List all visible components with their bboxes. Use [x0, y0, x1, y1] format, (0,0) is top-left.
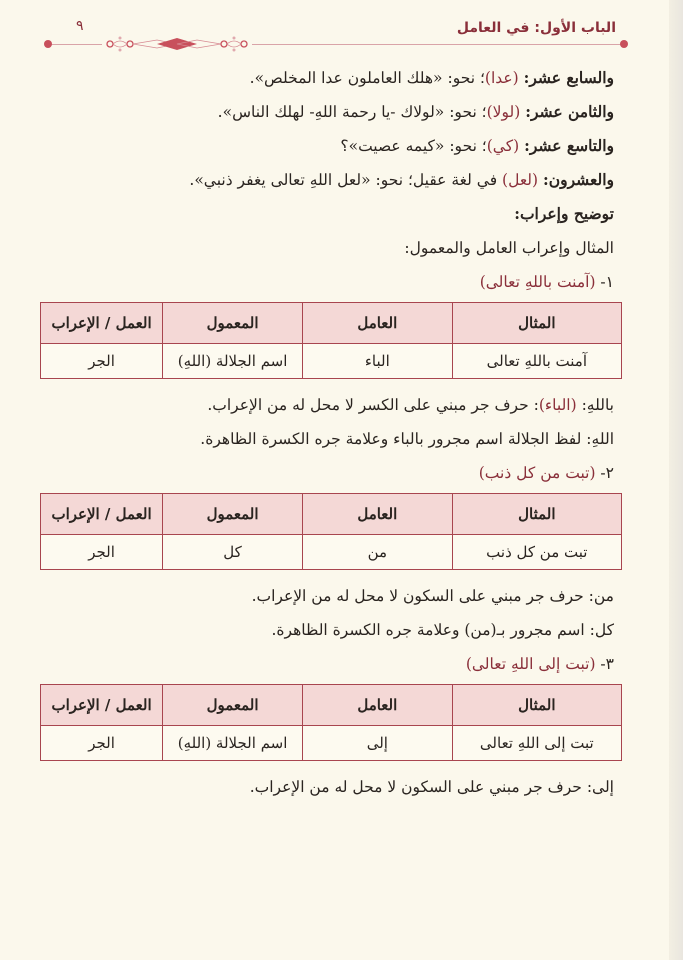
- header-cell-irab: العمل / الإعراب: [41, 494, 163, 535]
- ornament-dot-left-icon: [44, 40, 52, 48]
- note-line: [40, 395, 614, 429]
- note-term: باللهِ:: [576, 396, 614, 414]
- section-intro: المثال وإعراب العامل والمعمول:: [404, 239, 614, 257]
- table-cell: إلى: [303, 726, 453, 761]
- page-header: [40, 18, 630, 54]
- note-line: [40, 620, 614, 654]
- header-cell-mamul: المعمول: [163, 494, 303, 535]
- item-label: والسابع عشر:: [523, 68, 614, 87]
- table-row: [41, 344, 622, 379]
- item-word: (عدا): [484, 69, 519, 87]
- example-text: (تبت من كل ذنب): [478, 464, 596, 482]
- table-cell: اسم الجلالة (اللهِ): [163, 726, 303, 761]
- irab-table: [40, 302, 622, 379]
- table-cell: كل: [163, 535, 303, 570]
- section-title: توضيح وإعراب:: [514, 204, 614, 223]
- ornament-flourish-icon: [102, 34, 252, 54]
- item-label: والثامن عشر:: [525, 102, 614, 121]
- table-cell: اسم الجلالة (اللهِ): [163, 344, 303, 379]
- item-sep: ؛ نحو:: [444, 137, 487, 155]
- header-cell-amil: العامل: [303, 494, 453, 535]
- item-word: (لعل): [502, 171, 539, 189]
- example-heading: [40, 654, 614, 680]
- table-header-row: [41, 685, 622, 726]
- header-cell-mamul: المعمول: [163, 685, 303, 726]
- page-content: [40, 68, 622, 811]
- item-word: (لولا): [486, 103, 521, 121]
- table-cell: الجر: [41, 535, 163, 570]
- page-edge: [669, 0, 683, 960]
- list-item: [40, 68, 614, 102]
- note-text: حرف جر مبني على السكون لا محل له من الإعراب.: [251, 587, 584, 605]
- table-row: [41, 535, 622, 570]
- item-end: .: [189, 171, 195, 189]
- item-sep: ؛ نحو:: [444, 103, 487, 121]
- ornament-dot-right-icon: [620, 40, 628, 48]
- note-text: : حرف جر مبني على الكسر لا محل له من الإعراب.: [207, 396, 539, 414]
- table-cell: الجر: [41, 726, 163, 761]
- example-number: ٢-: [595, 464, 614, 482]
- header-cell-mamul: المعمول: [163, 303, 303, 344]
- table-cell: تبت من كل ذنب: [452, 535, 621, 570]
- item-example: «لولاك -يا رحمة اللهِ- لهلك الناس»: [222, 103, 445, 121]
- note-text: لفظ الجلالة اسم مجرور بالباء وعلامة جره الكسرة الظاهرة.: [200, 430, 582, 448]
- header-cell-example: المثال: [452, 303, 621, 344]
- note-line: [40, 429, 614, 463]
- example-text: (تبت إلى اللهِ تعالى): [465, 655, 596, 673]
- note-term: كل:: [584, 621, 614, 639]
- item-example: «لعل اللهِ تعالى يغفر ذنبي»: [194, 171, 371, 189]
- item-example: «هلك العاملون عدا المخلص»: [254, 69, 443, 87]
- example-number: ١-: [595, 273, 614, 291]
- page-number: ٩: [76, 18, 84, 34]
- table-cell: آمنت باللهِ تعالى: [452, 344, 621, 379]
- note-text: حرف جر مبني على السكون لا محل له من الإعراب.: [249, 778, 582, 796]
- list-item: [40, 170, 614, 204]
- header-cell-example: المثال: [452, 685, 621, 726]
- header-cell-amil: العامل: [303, 685, 453, 726]
- note-line: [40, 586, 614, 620]
- table-cell: من: [303, 535, 453, 570]
- item-sep: ؛ نحو:: [442, 69, 485, 87]
- table-header-row: [41, 494, 622, 535]
- note-term: من:: [583, 587, 614, 605]
- chapter-title: الباب الأول: في العامل: [456, 20, 616, 36]
- note-term: اللهِ:: [581, 430, 614, 448]
- list-item: [40, 102, 614, 136]
- note-text: اسم مجرور بـ(من) وعلامة جره الكسرة الظاهرة.: [271, 621, 585, 639]
- item-word: (كي): [486, 137, 520, 155]
- example-heading: [40, 272, 614, 298]
- header-cell-irab: العمل / الإعراب: [41, 685, 163, 726]
- example-heading: [40, 463, 614, 489]
- item-sep: في لغة عقيل؛ نحو:: [370, 171, 503, 189]
- item-label: والعشرون:: [543, 170, 614, 189]
- item-example: «كيمه عصيت»: [348, 137, 445, 155]
- note-line: [40, 777, 614, 811]
- example-number: ٣-: [595, 655, 614, 673]
- header-cell-example: المثال: [452, 494, 621, 535]
- irab-table: [40, 493, 622, 570]
- header-cell-amil: العامل: [303, 303, 453, 344]
- item-end: ؟: [340, 137, 349, 155]
- table-header-row: [41, 303, 622, 344]
- irab-table: [40, 684, 622, 761]
- header-cell-irab: العمل / الإعراب: [41, 303, 163, 344]
- table-row: [41, 726, 622, 761]
- item-end: .: [249, 69, 255, 87]
- table-cell: تبت إلى اللهِ تعالى: [452, 726, 621, 761]
- item-end: .: [217, 103, 223, 121]
- table-cell: الجر: [41, 344, 163, 379]
- table-cell: الباء: [303, 344, 453, 379]
- item-label: والتاسع عشر:: [524, 136, 614, 155]
- list-item: [40, 136, 614, 170]
- note-word: (الباء): [538, 396, 577, 414]
- example-text: (آمنت باللهِ تعالى): [479, 273, 596, 291]
- note-term: إلى:: [581, 778, 614, 796]
